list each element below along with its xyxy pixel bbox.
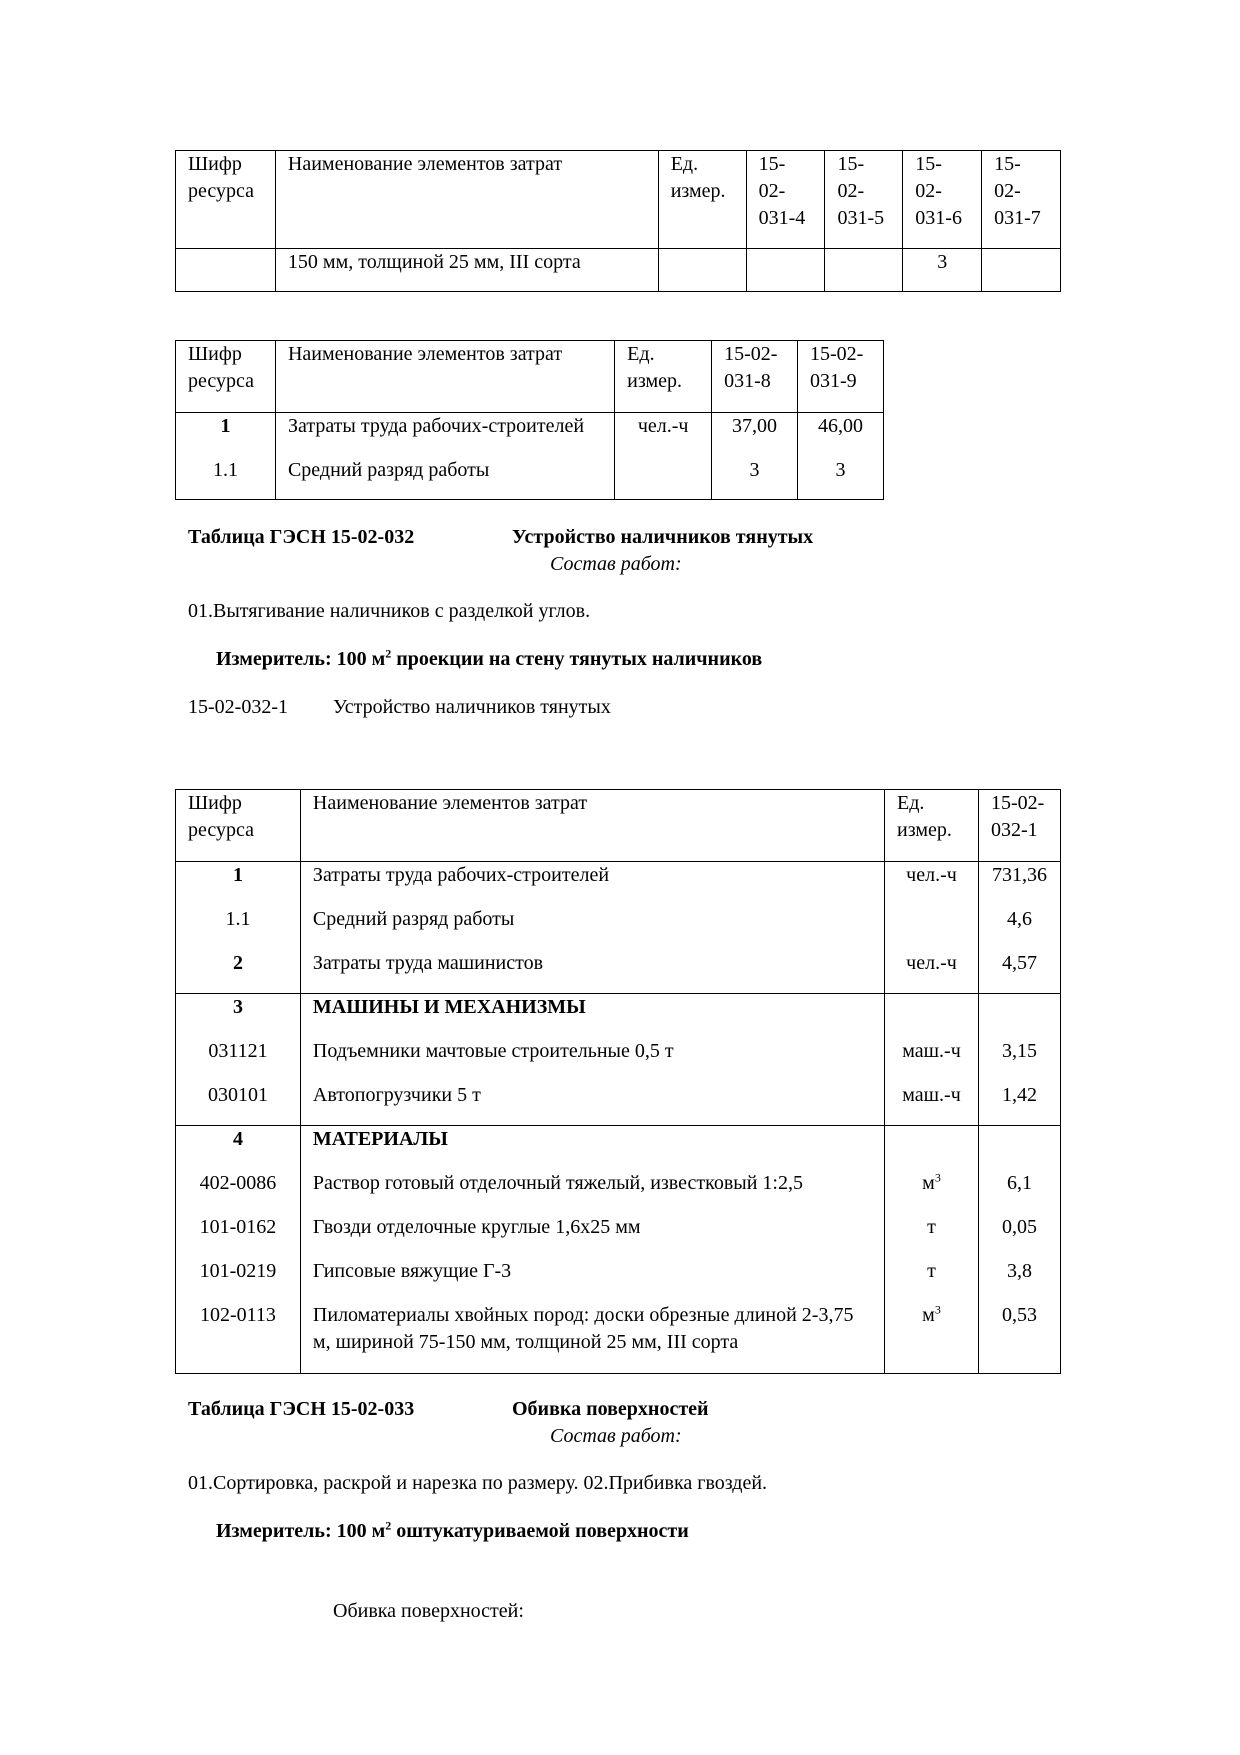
section-title: Обивка поверхностей xyxy=(512,1398,709,1420)
table-header-row xyxy=(176,151,1061,249)
cell-unit: $м^3$ xyxy=(885,1302,979,1374)
header-name: Наименование элементов затрат xyxy=(275,151,658,249)
header-col: 15- 02- 031-6 xyxy=(903,151,982,249)
cell-name: 150 мм, толщиной 25 мм, III сорта xyxy=(275,249,658,292)
table-row xyxy=(176,1302,1061,1374)
cell-value: 6,1 xyxy=(978,1170,1060,1214)
cell-unit: маш.-ч xyxy=(885,1038,979,1082)
cell-value: 4,6 xyxy=(978,906,1060,950)
cell-unit xyxy=(885,906,979,950)
table-label: Таблица ГЭСН 15-02-033 xyxy=(188,1398,415,1420)
cell-value: 4,57 xyxy=(978,950,1060,994)
cell-code: 1.1 xyxy=(176,906,301,950)
table-row xyxy=(176,862,1061,906)
table-row xyxy=(176,994,1061,1038)
cell-name: Средний разряд работы xyxy=(275,457,614,500)
composition-label: Состав работ: xyxy=(550,553,682,575)
cell-name: МАТЕРИАЛЫ xyxy=(300,1126,884,1170)
cell-name: Пиломатериалы хвойных пород: доски обрезные длиной 2-3,75 м, шириной 75-150 мм, толщиной 25 мм, III сорта xyxy=(300,1302,884,1374)
cell-unit: чел.-ч xyxy=(885,862,979,906)
header-col: 15-02- 032-1 xyxy=(978,790,1060,862)
cell-value: 3 xyxy=(903,249,982,292)
measure-text: Измеритель: 100 $м^2$ оштукатуриваемой поверхности xyxy=(216,1518,689,1542)
cell-name: Гипсовые вяжущие Г-3 xyxy=(300,1258,884,1302)
table-row xyxy=(176,249,1061,292)
cell-unit: т xyxy=(885,1258,979,1302)
table-row xyxy=(176,1170,1061,1214)
cell-name: Затраты труда машинистов xyxy=(300,950,884,994)
cell-unit xyxy=(615,457,712,500)
table-row xyxy=(176,1038,1061,1082)
header-unit: Ед. измер. xyxy=(885,790,979,862)
cell-value xyxy=(746,249,825,292)
composition-text: 01.Сортировка, раскрой и нарезка по размеру. 02.Прибивка гвоздей. xyxy=(188,1472,768,1494)
header-col: 15- 02- 031-4 xyxy=(746,151,825,249)
cell-value xyxy=(825,249,903,292)
cell-name: МАШИНЫ И МЕХАНИЗМЫ xyxy=(300,994,884,1038)
norm-code: 15-02-032-1 xyxy=(188,696,288,718)
cell-value: 37,00 xyxy=(712,413,798,457)
cell-name: Гвозди отделочные круглые 1,6х25 мм xyxy=(300,1214,884,1258)
cell-unit: чел.-ч xyxy=(885,950,979,994)
cell-code: 3 xyxy=(176,994,301,1038)
header-col: 15-02- 031-8 xyxy=(712,341,798,413)
header-name: Наименование элементов затрат xyxy=(275,341,614,413)
header-col: 15-02- 031-9 xyxy=(798,341,884,413)
measure-text: Измеритель: 100 $м^2$ проекции на стену тянутых наличников xyxy=(216,646,763,670)
table-15-02-031-b xyxy=(175,340,884,500)
cell-value: 46,00 xyxy=(798,413,884,457)
cell-code: 030101 xyxy=(176,1082,301,1126)
cell-value xyxy=(978,1126,1060,1170)
cell-unit: чел.-ч xyxy=(615,413,712,457)
cell-code: 2 xyxy=(176,950,301,994)
cell-name: Затраты труда рабочих-строителей xyxy=(275,413,614,457)
section-title: Устройство наличников тянутых xyxy=(512,526,814,548)
cell-value: 0,53 xyxy=(978,1302,1060,1374)
norm-name: Устройство наличников тянутых xyxy=(333,696,611,718)
table-row xyxy=(176,1082,1061,1126)
cell-value: 3 xyxy=(712,457,798,500)
cell-value xyxy=(982,249,1061,292)
cell-unit: маш.-ч xyxy=(885,1082,979,1126)
cell-name: Автопогрузчики 5 т xyxy=(300,1082,884,1126)
header-code: Шифр ресурса xyxy=(176,341,276,413)
cell-unit xyxy=(658,249,746,292)
table-row xyxy=(176,457,884,500)
cell-code: 1.1 xyxy=(176,457,276,500)
table-15-02-032 xyxy=(175,789,1061,1374)
cell-value: 0,05 xyxy=(978,1214,1060,1258)
header-unit: Ед. измер. xyxy=(658,151,746,249)
table-row xyxy=(176,1214,1061,1258)
cell-code: 402-0086 xyxy=(176,1170,301,1214)
cell-value xyxy=(978,994,1060,1038)
table-row xyxy=(176,1126,1061,1170)
cell-name: Подъемники мачтовые строительные 0,5 т xyxy=(300,1038,884,1082)
table-header-row xyxy=(176,790,1061,862)
cell-code: 4 xyxy=(176,1126,301,1170)
cell-value: 3 xyxy=(798,457,884,500)
table-15-02-031-a xyxy=(175,150,1061,292)
table-row xyxy=(176,906,1061,950)
table-label: Таблица ГЭСН 15-02-032 xyxy=(188,526,415,548)
header-unit: Ед. измер. xyxy=(615,341,712,413)
cell-code: 102-0113 xyxy=(176,1302,301,1374)
header-col: 15- 02- 031-5 xyxy=(825,151,903,249)
cell-value: 3,15 xyxy=(978,1038,1060,1082)
cell-code: 1 xyxy=(176,413,276,457)
cell-name: Раствор готовый отделочный тяжелый, известковый 1:2,5 xyxy=(300,1170,884,1214)
cell-code xyxy=(176,249,276,292)
table-row xyxy=(176,1258,1061,1302)
header-col: 15- 02- 031-7 xyxy=(982,151,1061,249)
header-code: Шифр ресурса xyxy=(176,790,301,862)
composition-text: 01.Вытягивание наличников с разделкой углов. xyxy=(188,600,591,622)
cell-unit: $м^3$ xyxy=(885,1170,979,1214)
composition-label: Состав работ: xyxy=(550,1425,682,1447)
cell-value: 731,36 xyxy=(978,862,1060,906)
cell-unit xyxy=(885,994,979,1038)
table-header-row xyxy=(176,341,884,413)
cell-name: Затраты труда рабочих-строителей xyxy=(300,862,884,906)
cell-code: 031121 xyxy=(176,1038,301,1082)
subsection-title: Обивка поверхностей: xyxy=(333,1600,524,1622)
table-row xyxy=(176,413,884,457)
cell-name: Средний разряд работы xyxy=(300,906,884,950)
cell-value: 3,8 xyxy=(978,1258,1060,1302)
cell-code: 1 xyxy=(176,862,301,906)
cell-unit: т xyxy=(885,1214,979,1258)
table-row xyxy=(176,950,1061,994)
cell-code: 101-0162 xyxy=(176,1214,301,1258)
cell-code: 101-0219 xyxy=(176,1258,301,1302)
header-name: Наименование элементов затрат xyxy=(300,790,884,862)
cell-value: 1,42 xyxy=(978,1082,1060,1126)
header-code: Шифр ресурса xyxy=(176,151,276,249)
cell-unit xyxy=(885,1126,979,1170)
